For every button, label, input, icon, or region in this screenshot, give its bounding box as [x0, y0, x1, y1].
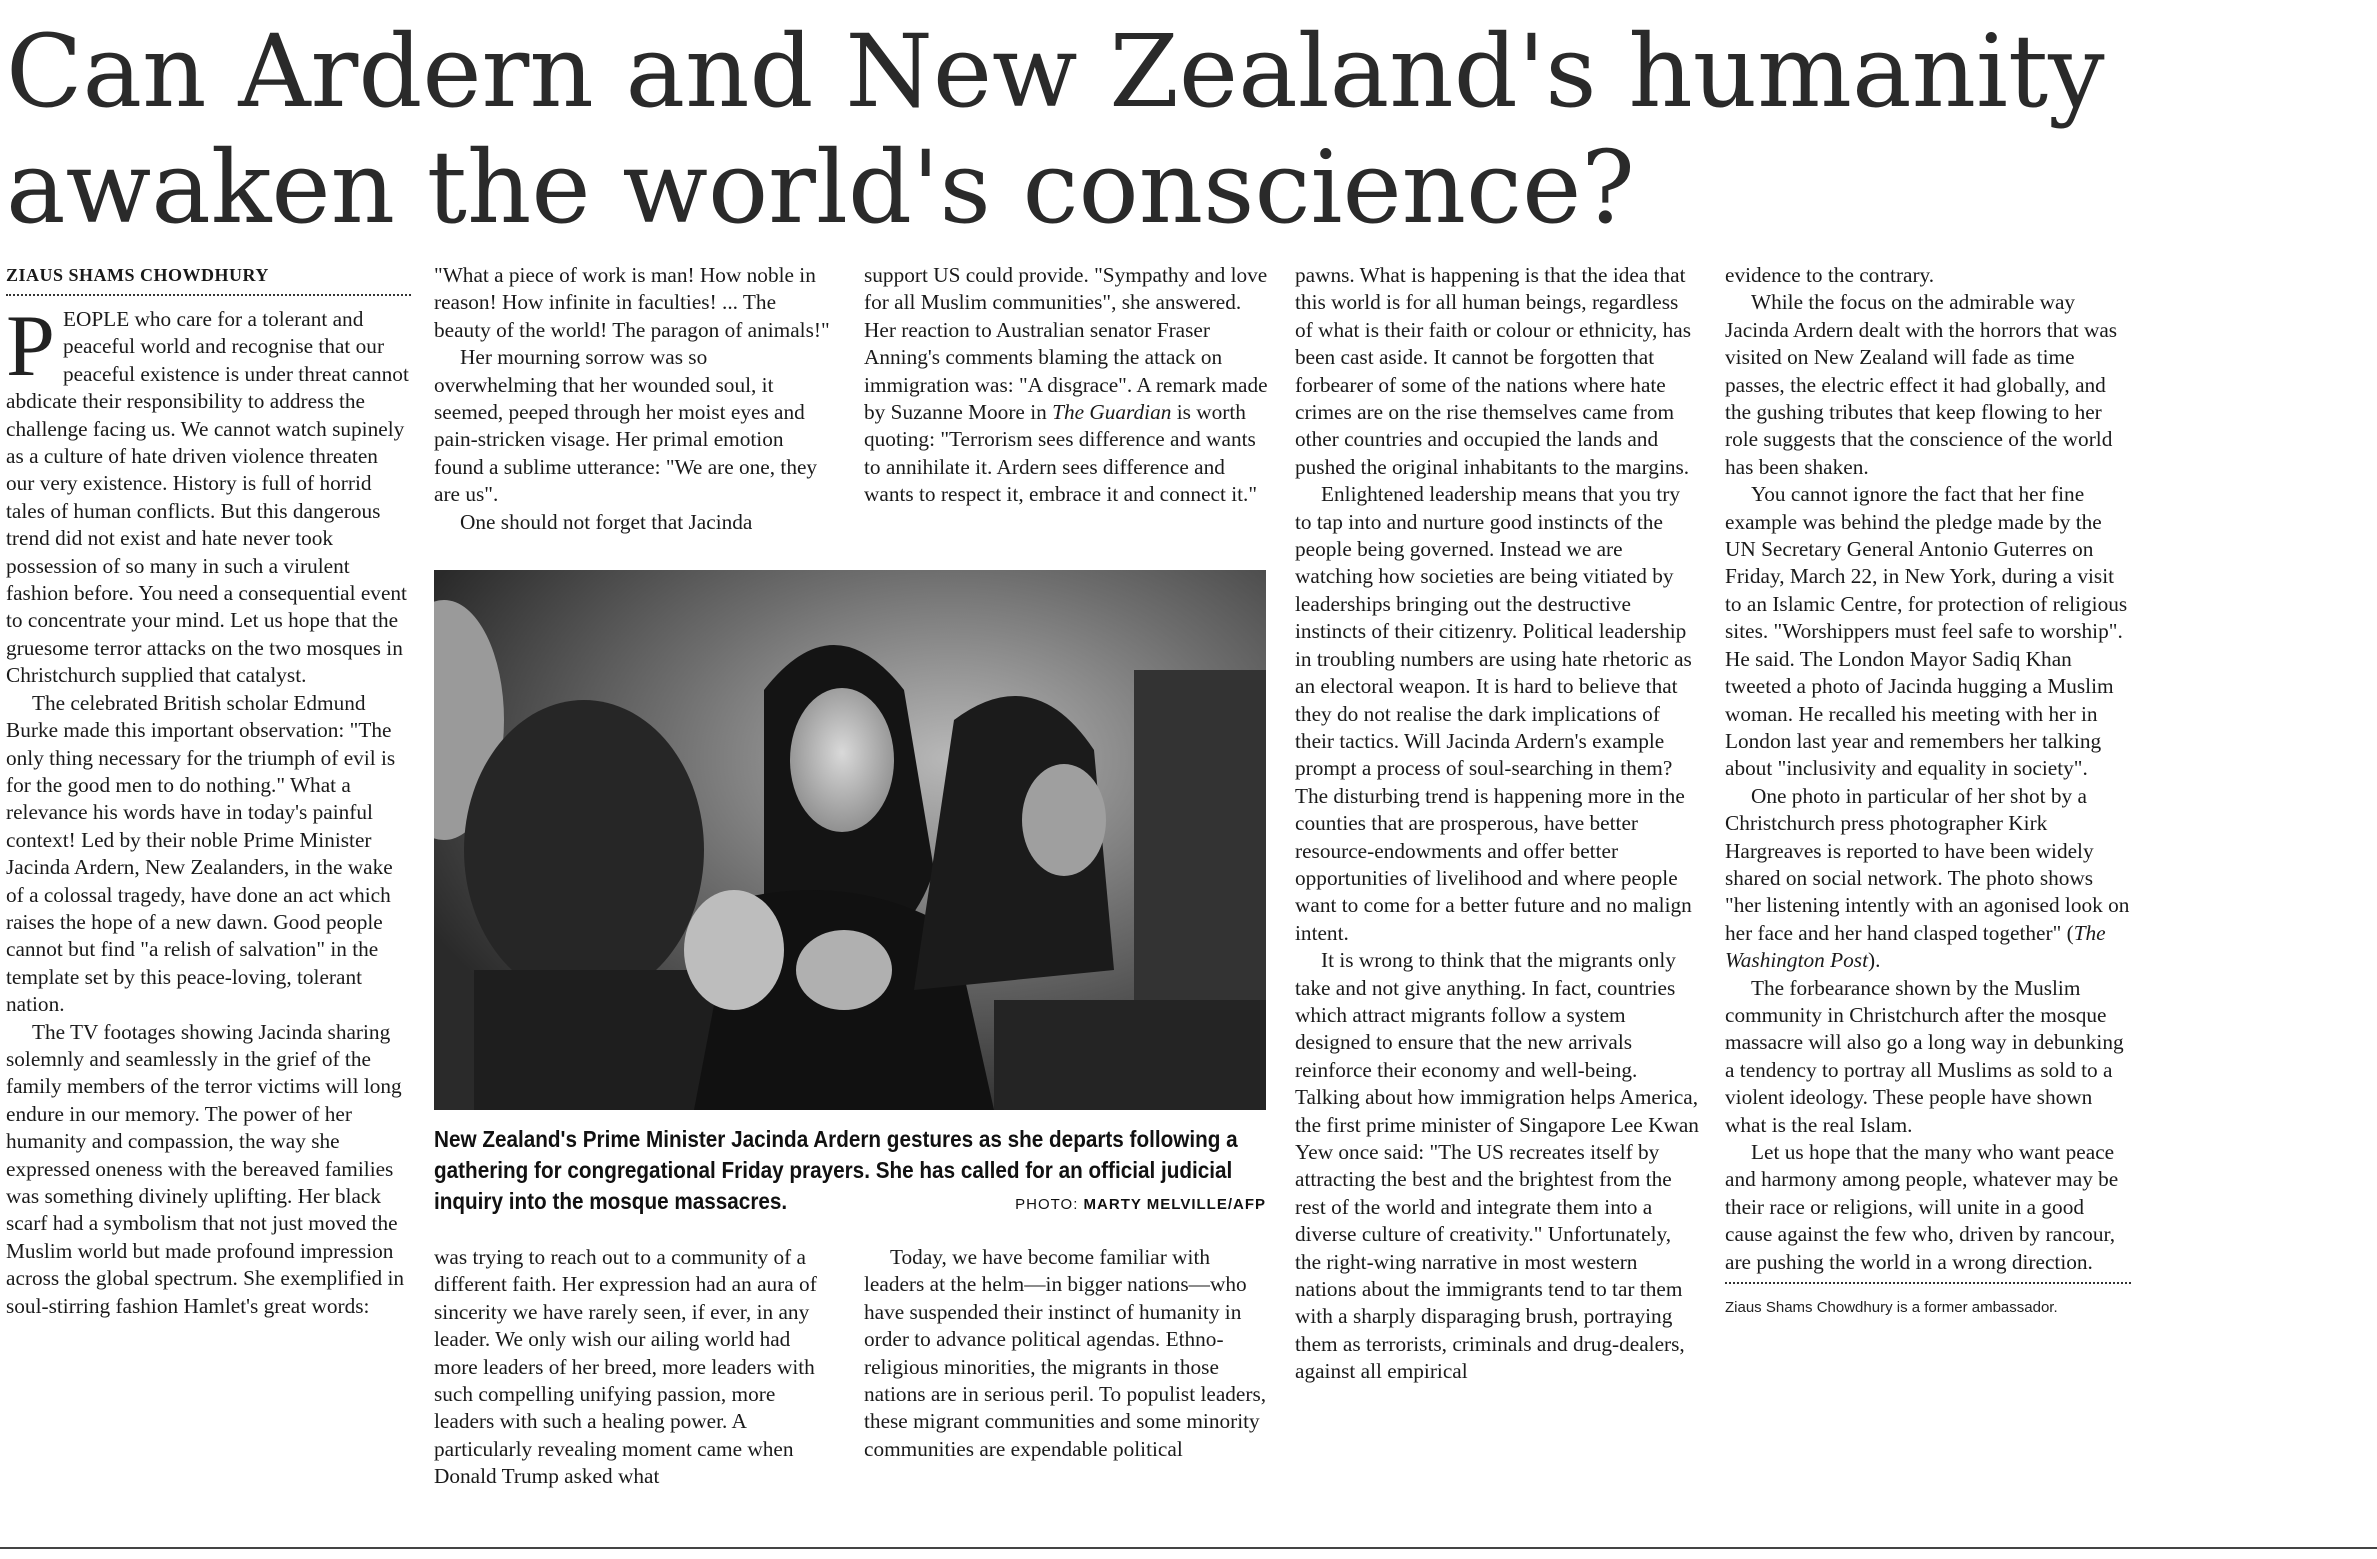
column-4: [1295, 262, 1699, 1386]
byline-divider: [6, 294, 411, 296]
column-1: [6, 262, 411, 1320]
paragraph: Enlightened leadership means that you try to tap into and nurture good instincts of the people being governed. Instead we are watching how societies are being vitiated by leaderships bringing out the destructive instincts of their citizenry. Political leadership in troubling numbers are using hate rhetoric as an electoral weapon. It is hard to believe that they do not realise the dark implications of their tactics. Will Jacinda Ardern's example prompt a process of soul-searching in them? The disturbing trend is happening more in the counties that are prosperous, have better resource-endowments and offer better opportunities of livelihood and where people want to come for a better future and no malign intent.: [1295, 482, 1692, 945]
paragraph: It is wrong to think that the migrants only take and not give anything. In fact, countries which attract migrants follow a system designed to ensure that the new arrivals reinforce their economy and well-being. Talking about how immigration helps America, the first prime minister of Singapore Lee Kwan Yew once said: "The US recreates itself by attracting the best and the brightest from the rest of the world and integrate them into a diverse culture of creativity." Unfortunately, the right-wing narrative in most western nations about the immigrants tend to tar them with a sharply disparaging brush, portraying them as terrorists, criminals and drug-dealers, against all empirical: [1295, 948, 1699, 1384]
paragraph: "What a piece of work is man! How noble in reason! How infinite in faculties! ... The beauty of the world! The paragon of animals!": [434, 263, 830, 342]
paragraph-text: is worth quoting: "Terrorism sees difference and wants to annihilate it. Ardern sees difference and wants to respect it, embrace it and connect it.": [864, 400, 1258, 507]
photo-illustration: [434, 570, 1266, 1110]
headline-line-1: Can Ardern and New Zealand's humanity: [6, 13, 2105, 130]
paragraph: The celebrated British scholar Edmund Burke made this important observation: "The only thing necessary for the triumph of evil is for the good men to do nothing." What a relevance his words have in today's painful context! Led by their noble Prime Minister Jacinda Ardern, New Zealanders, in the wake of a colossal tragedy, have done an act which raises the hope of a new dawn. Good people cannot but find "a relish of salvation" in the template set by this peace-loving, tolerant nation.: [6, 690, 396, 1017]
paragraph-text: support US could provide. "Sympathy and love for all Muslim communities", she answered. Her reaction to Australian senator Fraser Anning's comments blaming the attack on immigration was: "A disgrace". A remark made by Suzanne Moore in: [864, 263, 1268, 425]
paragraph: The TV footages showing Jacinda sharing solemnly and seamlessly in the grief of the family members of the terror victims will long endure in our memory. The power of her humanity and compassion, the way she expressed oneness with the bereaved families was something divinely uplifting. Her black scarf had a symbolism that not just moved the Muslim world but made profound impression across the global spectrum. She exemplified in soul-stirring fashion Hamlet's great words:: [6, 1019, 405, 1318]
byline: ZIAUS SHAMS CHOWDHURY: [6, 265, 269, 285]
paragraph: pawns. What is happening is that the idea that this world is for all human beings, regardless of what is their faith or colour or ethnicity, has been cast aside. It cannot be forgotten that forbearer of some of the nations where hate crimes are on the rise themselves came from other countries and occupied the lands and pushed the original inhabitants to the margins.: [1295, 263, 1692, 479]
column-3-bottom: [864, 1244, 1268, 1463]
column-2-bottom: [434, 1244, 834, 1491]
paragraph-text: EOPLE who care for a tolerant and peaceful world and recognise that our peaceful existence is under threat cannot abdicate their responsibility to address the challenge facing us. We cannot watch supinely as a culture of hate driven violence threaten our very existence. History is full of horrid tales of human conflicts. But this dangerous trend did not exist and hate never took possession of so many in such a virulent fashion before. You need a consequential event to concentrate your mind. Let us hope that the gruesome terror attacks on the two mosques in Christchurch supplied that catalyst.: [6, 307, 409, 688]
headline: [6, 14, 2366, 246]
photo-caption: New Zealand's Prime Minister Jacinda Ardern gestures as she departs following a gathering for congregational Friday prayers. She has called for an official judicial inquiry into the mosque massacres.: [434, 1126, 1238, 1214]
publication-name: The Washington Post: [1725, 920, 2106, 973]
paragraph: Let us hope that the many who want peace and harmony among people, whatever may be their race or religions, will unite in a good cause against the few who, driven by rancour, are pushing the world in a wrong direction.: [1725, 1140, 2119, 1274]
paragraph: [1725, 783, 2131, 975]
paragraph: evidence to the contrary.: [1725, 263, 1935, 287]
photo-credit-name: MARTY MELVILLE/AFP: [1083, 1196, 1266, 1213]
paragraph: Today, we have become familiar with leaders at the helm—in bigger nations—who have suspended their instinct of humanity in order to advance political agendas. Ethno-religious minorities, the migrants in those nations are in serious peril. To populist leaders, these migrant communities and some minority communities are expendable political: [864, 1245, 1267, 1461]
paragraph: One should not forget that Jacinda: [460, 509, 753, 534]
paragraph: [6, 298, 411, 690]
author-divider: [1725, 1282, 2131, 1284]
column-2-top: [434, 262, 834, 536]
paragraph-text: ).: [1867, 948, 1881, 973]
column-5: [1725, 262, 2131, 1321]
drop-cap: P: [6, 298, 55, 395]
paragraph: While the focus on the admirable way Jacinda Ardern dealt with the horrors that was visited on New Zealand will fade as time passes, the electric effect it had globally, and the gushing tributes that keep flowing to her role suggests that the conscience of the world has been shaken.: [1725, 290, 2118, 479]
paragraph: The forbearance shown by the Muslim community in Christchurch after the mosque massacre will also go a long way in debunking a tendency to portray all Muslims as sold to a violent ideology. These people have shown what is the real Islam.: [1725, 975, 2124, 1137]
paragraph-text: One photo in particular of her shot by a Christchurch press photographer Kirk Hargreaves is reported to have been widely shared on social network. The photo shows "her listening intently with an agonised look on her face and her hand clasped together" (: [1725, 783, 2130, 945]
news-photo: [434, 570, 1266, 1110]
photo-credit-label: PHOTO:: [1015, 1196, 1079, 1213]
publication-name: The Guardian: [1052, 400, 1172, 425]
author-note: Ziaus Shams Chowdhury is a former ambassador.: [1725, 1299, 2058, 1317]
photo-credit: [1000, 1196, 1266, 1213]
paragraph: You cannot ignore the fact that her fine example was behind the pledge made by the UN Secretary General Antonio Guterres on Friday, March 22, in New York, during a visit to an Islamic Centre, for protection of religious sites. "Worshippers must feel safe to worship". He said. The London Mayor Sadiq Khan tweeted a photo of Jacinda hugging a Muslim woman. He recalled his meeting with her in London last year and remembers her talking about "inclusivity and equality in society".: [1725, 482, 2128, 781]
paragraph: was trying to reach out to a community of a different faith. Her expression had an aura of sincerity we have rarely seen, if ever, in any leader. We only wish our ailing world had more leaders of her breed, more leaders with such compelling unifying passion, more leaders with such a healing power. A particularly revealing moment came when Donald Trump asked what: [434, 1245, 817, 1489]
headline-line-2: awaken the world's conscience?: [6, 129, 1635, 246]
bottom-rule: [0, 1547, 2377, 1549]
column-3-top: [864, 262, 1268, 509]
paragraph: Her mourning sorrow was so overwhelming that her wounded soul, it seemed, peeped through her moist eyes and pain-stricken visage. Her primal emotion found a sublime utterance: "We are one, they are us".: [434, 345, 818, 507]
paragraph: [864, 262, 1268, 509]
